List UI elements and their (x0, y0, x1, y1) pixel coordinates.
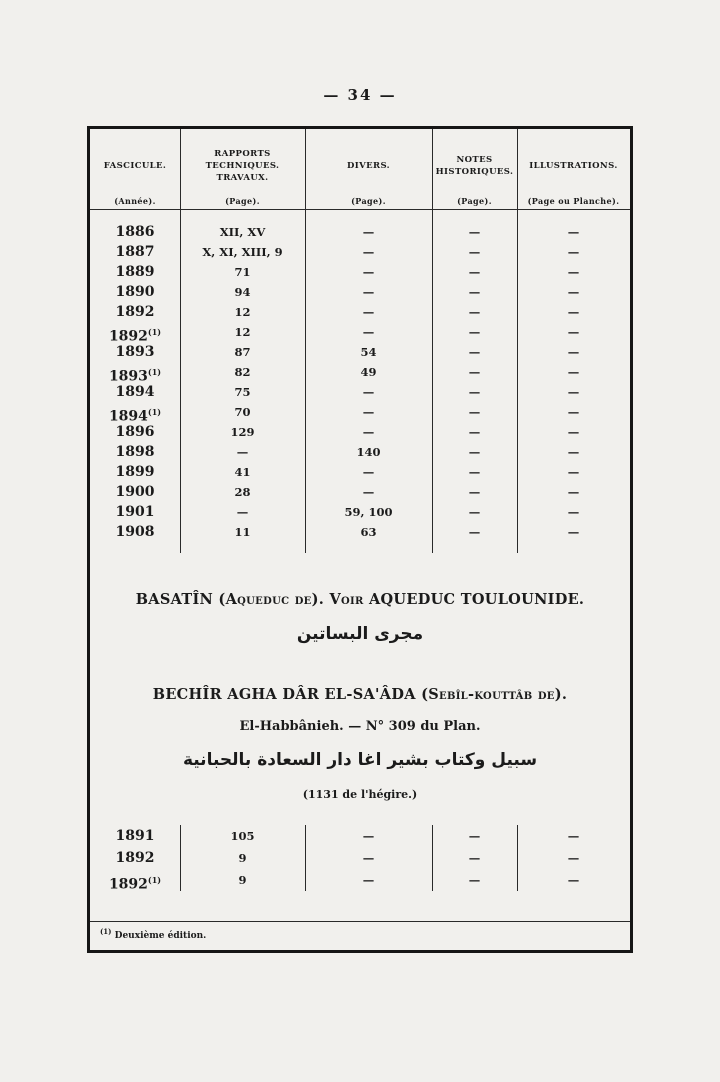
table-header-row (90, 129, 630, 210)
value-cell: — (567, 485, 580, 499)
value-cell: — (567, 345, 580, 359)
page-number: — 34 — (323, 86, 397, 104)
table-row (90, 847, 630, 869)
header-title-line: TRAVAUX. (216, 172, 269, 183)
table-row (90, 282, 630, 302)
table-row (90, 362, 630, 382)
edition-superscript: (1) (147, 875, 162, 885)
value-cell: — (362, 305, 375, 319)
value-cell: — (567, 505, 580, 519)
value-cell: — (567, 465, 580, 479)
value-cell: 28 (234, 485, 251, 499)
edition-superscript: (1) (147, 327, 162, 337)
value-cell: — (362, 325, 375, 339)
value-cell: — (362, 285, 375, 299)
value-cell: — (468, 851, 481, 865)
value-cell: 140 (356, 445, 381, 459)
value-cell: — (468, 525, 481, 539)
year-cell: 1908 (115, 524, 155, 540)
year-cell: 1894$^{(1)}$ (108, 407, 162, 422)
header-title-line: RAPPORTS (214, 148, 271, 159)
edition-superscript: (1) (147, 367, 162, 377)
year-cell: 1899 (115, 464, 155, 480)
value-cell: — (567, 873, 580, 887)
value-cell: — (567, 245, 580, 259)
year-cell: 1892$^{(1)}$ (108, 875, 162, 891)
table-row (90, 242, 630, 262)
bechir-heading: BECHÎR AGHA DÂR EL-SA'ÂDA (Sebîl-kouttâb de). (152, 686, 568, 703)
header-sub-label: (Page ou Planche). (527, 196, 620, 206)
value-cell: — (567, 305, 580, 319)
column-divider (180, 825, 181, 891)
header-sub-label: (Page). (457, 196, 492, 206)
value-cell: 94 (234, 285, 251, 299)
value-cell: 82 (234, 365, 251, 379)
table-row (90, 382, 630, 402)
table-row (90, 322, 630, 342)
value-cell: — (468, 265, 481, 279)
year-cell: 1889 (115, 264, 155, 280)
value-cell: — (236, 505, 249, 519)
value-cell: — (468, 505, 481, 519)
column-divider (305, 825, 306, 891)
value-cell: — (567, 365, 580, 379)
value-cell: 9 (238, 851, 247, 865)
value-cell: 105 (230, 829, 255, 843)
header-sub-label: (Page). (225, 196, 260, 206)
year-cell: 1894 (115, 384, 155, 400)
value-cell: — (468, 305, 481, 319)
year-cell: 1893$^{(1)}$ (108, 367, 162, 382)
value-cell: — (468, 873, 481, 887)
value-cell: — (468, 325, 481, 339)
header-title-line: TECHNIQUES. (205, 160, 280, 171)
footnote (90, 921, 630, 950)
entry-sections (90, 591, 630, 801)
value-cell: — (362, 405, 375, 419)
value-cell: — (468, 365, 481, 379)
value-cell: 59, 100 (344, 505, 393, 519)
year-cell: 1900 (115, 484, 155, 500)
table-row (90, 422, 630, 442)
year-cell: 1886 (115, 224, 155, 240)
value-cell: — (362, 851, 375, 865)
year-cell: 1892$^{(1)}$ (108, 327, 162, 342)
value-cell: — (567, 385, 580, 399)
value-cell: — (567, 405, 580, 419)
value-cell: — (567, 425, 580, 439)
value-cell: 12 (234, 305, 251, 319)
year-cell: 1893 (115, 344, 155, 360)
year-cell: 1891 (115, 828, 155, 844)
value-cell: 41 (234, 465, 251, 479)
value-cell: 63 (360, 525, 377, 539)
table-row (90, 442, 630, 462)
value-cell: 12 (234, 325, 251, 339)
value-cell: 9 (238, 873, 247, 887)
year-cell: 1892 (115, 850, 155, 866)
footnote-text: Deuxième édition. (111, 931, 207, 941)
table-row (90, 342, 630, 362)
value-cell: — (468, 425, 481, 439)
value-cell: — (468, 245, 481, 259)
table-row (90, 502, 630, 522)
value-cell: — (236, 445, 249, 459)
value-cell: — (468, 385, 481, 399)
value-cell: — (362, 829, 375, 843)
value-cell: 87 (234, 345, 251, 359)
header-title-line: DIVERS. (346, 160, 391, 171)
table-header-cell (90, 129, 180, 209)
value-cell: — (567, 445, 580, 459)
fascicule-table (90, 129, 630, 553)
basatin-arabic-line: مجرى البساتين (296, 624, 424, 644)
header-sub-label: (Année). (114, 196, 156, 206)
value-cell: 129 (230, 425, 255, 439)
value-cell: — (362, 465, 375, 479)
value-cell: — (362, 425, 375, 439)
table-row (90, 222, 630, 242)
column-divider (517, 129, 518, 553)
value-cell: — (567, 525, 580, 539)
value-cell: — (567, 829, 580, 843)
column-divider (180, 129, 181, 553)
value-cell: XII, XV (219, 225, 266, 239)
value-cell: — (362, 873, 375, 887)
value-cell: — (567, 851, 580, 865)
table-body (90, 825, 630, 891)
value-cell: — (468, 285, 481, 299)
bechir-table (90, 825, 630, 891)
year-cell: 1898 (115, 444, 155, 460)
table-header-cell (305, 129, 432, 209)
table-header-cell (180, 129, 305, 209)
value-cell: — (362, 265, 375, 279)
value-cell: — (468, 829, 481, 843)
header-title-line: FASCICULE. (103, 160, 167, 171)
year-cell: 1890 (115, 284, 155, 300)
edition-superscript: (1) (147, 407, 162, 417)
catalog-frame (87, 126, 633, 953)
value-cell: — (362, 225, 375, 239)
table-row (90, 402, 630, 422)
table-row (90, 482, 630, 502)
table-row (90, 522, 630, 542)
table-row (90, 869, 630, 891)
value-cell: — (468, 445, 481, 459)
value-cell: 11 (234, 525, 251, 539)
value-cell: — (468, 225, 481, 239)
table-header-cell (517, 129, 630, 209)
value-cell: — (362, 385, 375, 399)
column-divider (305, 129, 306, 553)
value-cell: — (468, 465, 481, 479)
table-header-cell (432, 129, 517, 209)
bechir-arabic-line: سبيل وكتاب بشير اغا دار السعادة بالحبانية (182, 750, 538, 770)
value-cell: X, XI, XIII, 9 (202, 245, 283, 259)
value-cell: 70 (234, 405, 251, 419)
year-cell: 1892 (115, 304, 155, 320)
value-cell: — (567, 285, 580, 299)
table-row (90, 825, 630, 847)
value-cell: — (567, 325, 580, 339)
basatin-heading: BASATÎN (Aqueduc de). Voir AQUEDUC TOULOUNIDE. (135, 591, 585, 608)
table-row (90, 462, 630, 482)
value-cell: — (567, 265, 580, 279)
column-divider (517, 825, 518, 891)
value-cell: — (468, 485, 481, 499)
column-divider (432, 825, 433, 891)
value-cell: 71 (234, 265, 251, 279)
year-cell: 1887 (115, 244, 155, 260)
value-cell: 75 (234, 385, 251, 399)
table-body (90, 210, 630, 552)
bechir-hegire-note: (1131 de l'hégire.) (302, 788, 418, 801)
header-title-line: HISTORIQUES. (435, 166, 514, 177)
value-cell: — (468, 345, 481, 359)
header-sub-label: (Page). (351, 196, 386, 206)
value-cell: — (567, 225, 580, 239)
column-divider (432, 129, 433, 553)
year-cell: 1896 (115, 424, 155, 440)
value-cell: — (468, 405, 481, 419)
header-title-line: NOTES (456, 154, 493, 165)
table-row (90, 302, 630, 322)
year-cell: 1901 (115, 504, 155, 520)
table-row (90, 262, 630, 282)
value-cell: 54 (360, 345, 377, 359)
value-cell: — (362, 245, 375, 259)
footnote-marker: (1) (100, 927, 112, 936)
header-title-line: ILLUSTRATIONS. (529, 160, 618, 171)
value-cell: 49 (360, 365, 377, 379)
bechir-subline: El-Habbânieh. — N° 309 du Plan. (239, 719, 481, 734)
value-cell: — (362, 485, 375, 499)
